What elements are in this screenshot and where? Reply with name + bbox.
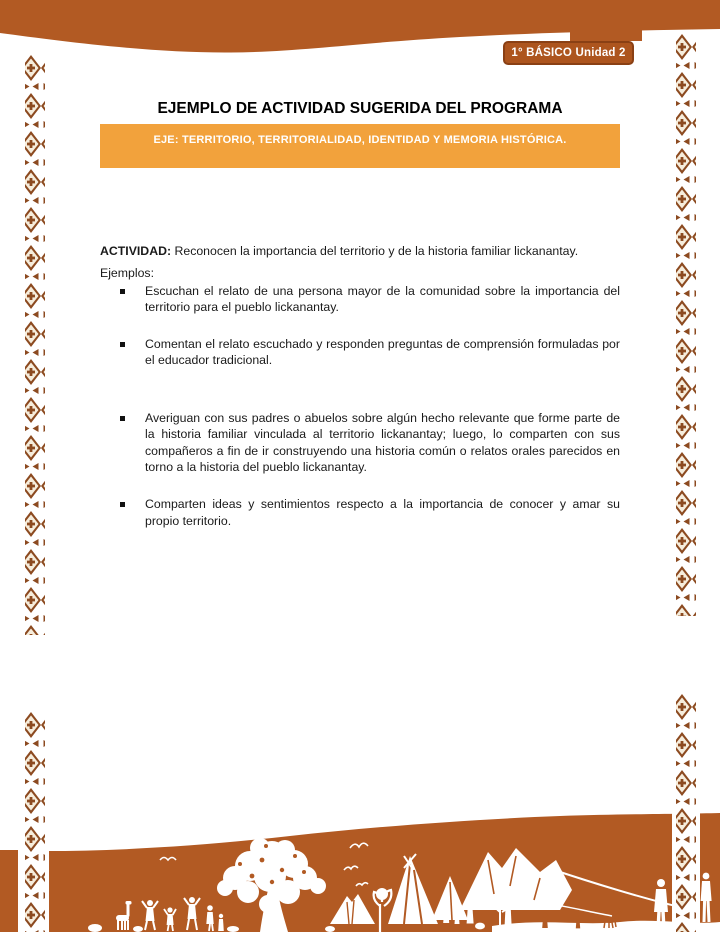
left-edge-block xyxy=(0,850,18,932)
example-item xyxy=(100,283,620,316)
eje-banner: EJE: TERRITORIO, TERRITORIALIDAD, IDENTIDAD Y MEMORIA HISTÓRICA. xyxy=(100,124,620,168)
example-text: Comparten ideas y sentimientos respecto a la importancia de conocer y amar su propio territorio. xyxy=(145,497,620,528)
andean-pattern-border-left-bottom xyxy=(21,712,49,932)
activity-text: Reconocen la importancia del territorio y de la historia familiar lickanantay. xyxy=(174,244,579,259)
example-text: Escuchan el relato de una persona mayor de la comunidad sobre la importancia del territorio para el pueblo lickanantay. xyxy=(145,284,620,315)
andean-pattern-border-left-top xyxy=(21,55,49,635)
examples-label: Ejemplos: xyxy=(100,266,154,280)
bullet-square-icon xyxy=(120,342,125,347)
andean-pattern-border-right-top xyxy=(672,34,700,616)
example-item xyxy=(100,410,620,475)
activity-label: ACTIVIDAD: xyxy=(100,244,172,259)
bullet-square-icon xyxy=(120,289,125,294)
unit-badge: 1° BÁSICO Unidad 2 xyxy=(503,41,634,65)
andean-pattern-border-right-bottom xyxy=(672,694,700,932)
landscape-illustration xyxy=(0,798,720,932)
examples-list xyxy=(100,283,620,529)
example-text: Comentan el relato escuchado y responden preguntas de comprensión formuladas por el educador tradicional. xyxy=(145,336,620,367)
activity-paragraph xyxy=(100,243,620,259)
bullet-square-icon xyxy=(120,502,125,507)
bullet-square-icon xyxy=(120,416,125,421)
example-item xyxy=(100,496,620,529)
example-text: Averiguan con sus padres o abuelos sobre algún hecho relevante que forme parte de la historia familiar vinculada al territorio lickanantay; luego, lo comparten con sus compañeros a fin de ir construyendo una historia común o relatos orales parecidos en torno a la historia del pueblo lickanantay. xyxy=(145,411,620,475)
example-item xyxy=(100,336,620,369)
page-title: EJEMPLO DE ACTIVIDAD SUGERIDA DEL PROGRAMA xyxy=(157,100,563,118)
